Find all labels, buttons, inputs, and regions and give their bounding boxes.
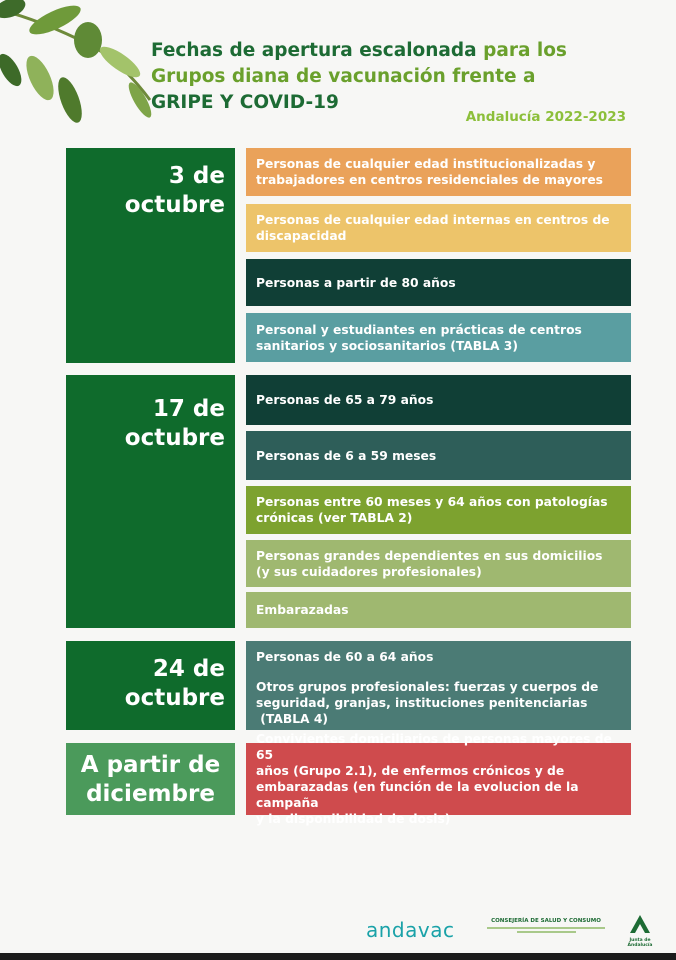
item-line: Personas de cualquier edad institucionalizadas y [256, 157, 596, 171]
group-item [246, 732, 631, 826]
date-line1: 24 de [152, 656, 225, 682]
item-line: crónicas (ver TABLA 2) [256, 511, 413, 525]
item-line: Personal y estudiantes en prácticas de centros [256, 322, 582, 337]
title-line3: GRIPE Y COVID-19 [151, 92, 339, 113]
date-block-17-octubre [66, 375, 235, 628]
date-line2: octubre [124, 685, 225, 711]
title-line1-part2: para los [483, 40, 567, 61]
item-line: discapacidad [256, 229, 347, 243]
date-line2: octubre [124, 192, 225, 218]
group-item [246, 540, 631, 587]
group-item [246, 641, 631, 730]
olive-branch-decoration [0, 0, 160, 150]
junta-text: Junta de Andalucía [627, 938, 653, 948]
title-line1-part1: Fechas de apertura escalonada [151, 40, 484, 61]
date-block-a-partir-de-diciembre [66, 743, 235, 815]
group-item [246, 431, 631, 480]
group-item [246, 592, 631, 628]
consejeria-logo [487, 918, 605, 935]
date-block-24-octubre [66, 641, 235, 730]
item-line: (y sus cuidadores profesionales) [256, 564, 482, 579]
item-line: embarazadas (en función de la evolucion de la campaña [256, 780, 579, 810]
region-label: Andalucía 2022-2023 [465, 109, 626, 125]
junta-emblem-icon [629, 914, 651, 934]
item-line: (TABLA 4) [256, 712, 329, 726]
title-line2: Grupos diana de vacunación frente a [151, 66, 536, 87]
group-item [246, 313, 631, 362]
item-line: Personas de 65 a 79 años [256, 393, 434, 407]
group-item [246, 259, 631, 306]
item-line: años (Grupo 2.1), de enfermos crónicos y de [256, 764, 565, 778]
item-line: Personas entre 60 meses y 64 años con patologías [256, 495, 608, 509]
date-line1: 3 de [168, 163, 225, 189]
item-line: y la disponibilidad de dosis) [256, 812, 451, 826]
group-item [246, 204, 631, 252]
date-line2: octubre [124, 425, 225, 451]
item-line: sanitarios y sociosanitarios (TABLA 3) [256, 338, 518, 353]
date-block-3-octubre [66, 148, 235, 363]
consejeria-text: CONSEJERÍA DE SALUD Y CONSUMO [491, 918, 601, 924]
item-line: Embarazadas [256, 603, 349, 617]
andavac-logo: andavac [366, 918, 455, 942]
item-line: Personas a partir de 80 años [256, 275, 456, 290]
item-line: Personas grandes dependientes en sus domicilios [256, 548, 603, 563]
group-item [246, 486, 631, 534]
item-line: Personas de 60 a 64 años [256, 650, 434, 664]
date-line1: A partir de [80, 752, 221, 778]
group-item [246, 375, 631, 425]
item-line: Personas de 6 a 59 meses [256, 448, 437, 463]
junta-andalucia-logo [620, 914, 660, 948]
date-line2: diciembre [86, 781, 215, 807]
item-line: trabajadores en centros residenciales de mayores [256, 173, 603, 187]
date-line1: 17 de [152, 396, 225, 422]
bottom-bar [0, 953, 676, 960]
page-title [151, 38, 621, 116]
item-line: Otros grupos profesionales: fuerzas y cuerpos de [256, 680, 599, 694]
item-line: seguridad, granjas, instituciones penitenciarias [256, 696, 588, 710]
item-line: Convivientes domiciliarios de personas mayores de 65 [256, 732, 612, 762]
group-item [246, 148, 631, 196]
item-line: Personas de cualquier edad internas en centros de [256, 213, 610, 227]
